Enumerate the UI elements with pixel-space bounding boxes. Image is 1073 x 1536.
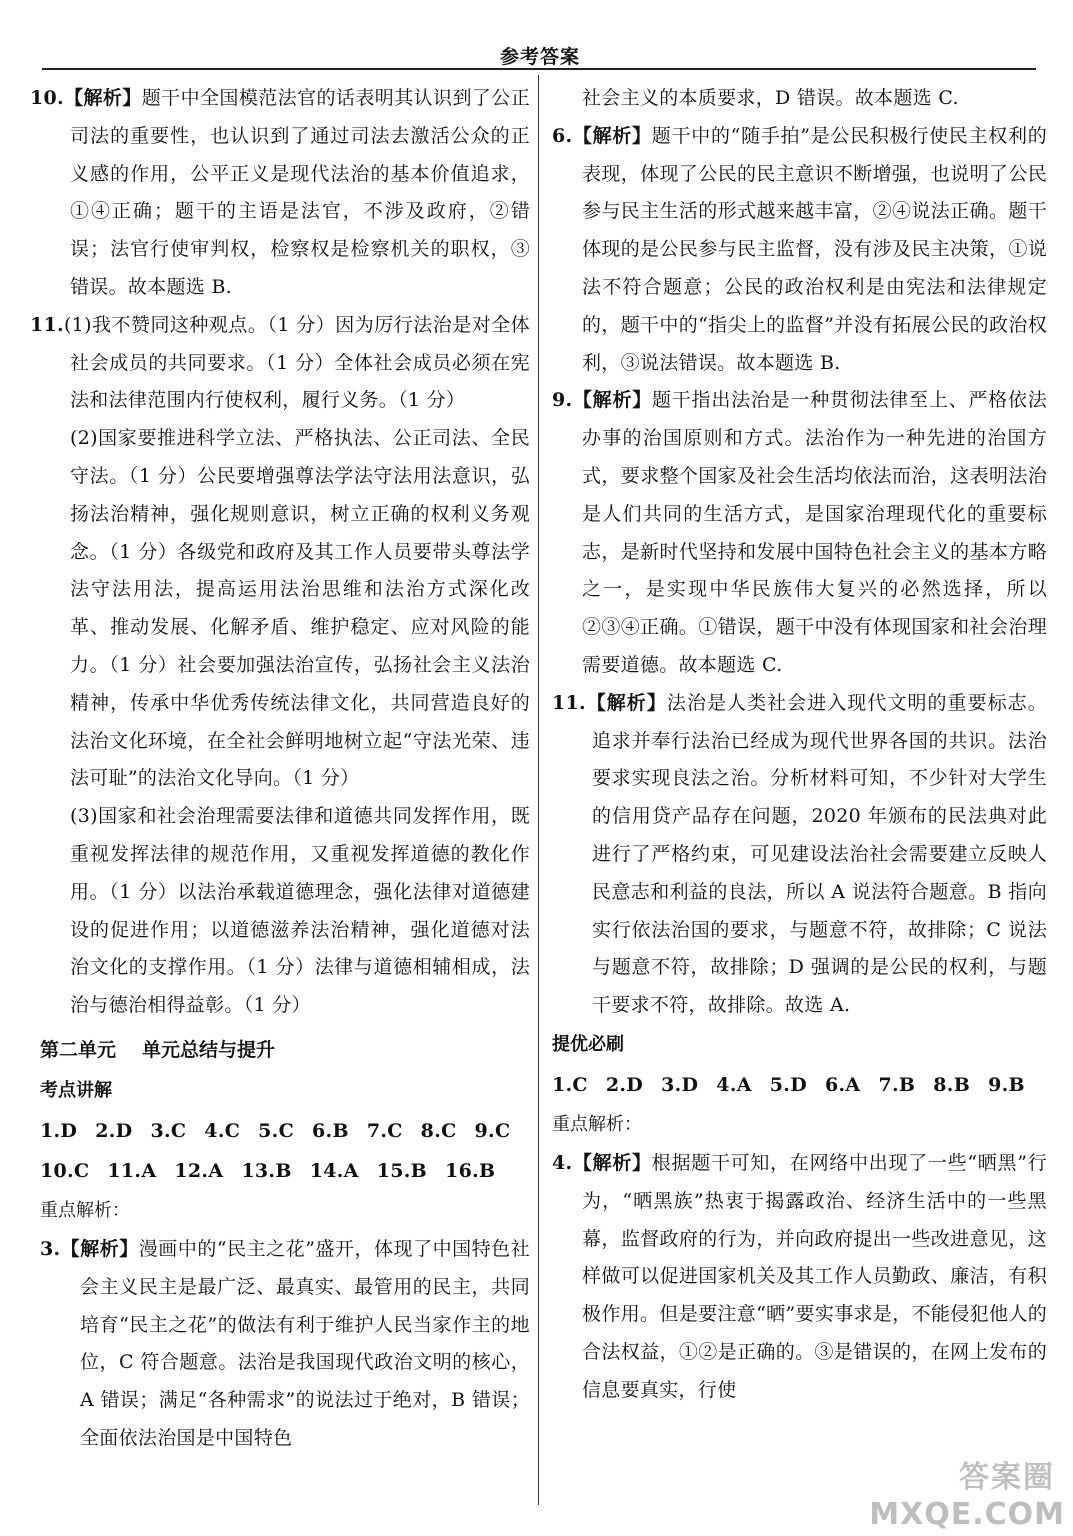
tiyou-answer-item-3: 3.D: [661, 1073, 699, 1096]
zhongdian-heading-left: 重点解析：: [40, 1199, 130, 1221]
answer-key-item-4: 4.C: [204, 1119, 241, 1142]
tiyou-heading: 提优必刷: [552, 1033, 624, 1055]
right-column: [552, 80, 1047, 1410]
tiyou-answer-item-5: 5.D: [769, 1073, 807, 1096]
header-rule: [42, 68, 1036, 70]
tiyou-answer-item-7: 7.B: [878, 1073, 916, 1096]
answer-11-part3: (3)国家和社会治理需要法律和道德共同发挥作用，既重视发挥法律的规范作用，又重视发挥道德的教化作用。（1 分）以法治承载道德理念，强化法律对道德建设的促进作用；以道德滋养法治精神，强化道德对法治文化的支撑作用。（1 分）法律与道德相辅相成，法治与德治相得益彰。（1 分）: [70, 805, 530, 1017]
kaodian-heading: 考点讲解: [40, 1079, 112, 1101]
answer-4: 4.【解析】根据题干可知，在网络中出现了一些“晒黑”行为，“晒黑族”热衷于揭露政治、经济生活中的一些黑幕，监督政府的行为，并向政府提出一些改进意见，这样做可以促进国家机关及其工作人员勤政、廉洁，有积极作用。但是要注意“晒”要实事求是，不能侵犯他人的合法权益，①②是正确的。③是错误的，在网上发布的信息要真实，行使: [552, 1151, 1047, 1401]
watermark-top-text: 答案圈: [959, 1460, 1055, 1495]
tiyou-answer-item-6: 6.A: [825, 1073, 861, 1096]
answer-key-item-6: 6.B: [312, 1119, 349, 1142]
zhongdian-heading-right: 重点解析：: [552, 1113, 642, 1135]
answer-key-item-5: 5.C: [258, 1119, 295, 1142]
left-column: [30, 80, 530, 1458]
answer-key-item-3: 12.A: [174, 1159, 224, 1182]
answer-10: 10.【解析】题干中全国模范法官的话表明其认识到了公正司法的重要性，也认识到了通过司法去激活公众的正义感的作用，公平正义是现代法治的基本价值追求，①④正确；题干的主语是法官，不涉及政府，②错误；法官行使审判权，检察权是检察机关的职权，③错误。故本题选 B.: [30, 87, 530, 298]
watermark: [865, 1452, 1065, 1532]
tiyou-answer-item-1: 1.C: [552, 1073, 588, 1096]
answer-key-item-1: 10.C: [40, 1159, 90, 1182]
unit-title: 第二单元 单元总结与提升: [40, 1038, 276, 1061]
answers-row-2: [40, 1151, 530, 1191]
column-divider: [538, 75, 539, 1505]
answer-key-item-6: 15.B: [376, 1159, 428, 1182]
answer-6: 6.【解析】题干中的“随手拍”是公民积极行使民主权利的表现，体现了公民的民主意识不断增强，也说明了公民参与民主生活的形式越来越丰富，②④说法正确。题干体现的是公民参与民主监督，没有涉及民主决策，①说法不符合题意；公民的政治权利是由宪法和法律规定的，题干中的“指尖上的监督”并没有拓展公民的政治权利，③说法错误。故本题选 B.: [552, 124, 1047, 374]
watermark-bottom-text: MXQE.COM: [869, 1497, 1065, 1532]
answer-3: 3.【解析】漫画中的“民主之花”盛开，体现了中国特色社会主义民主是最广泛、最真实、最管用的民主，共同培育“民主之花”的做法有利于维护人民当家作主的地位，C 符合题意。法治是我国现代政治文明的核心，A 错误；满足“各种需求”的说法过于绝对，B 错误；全面依法治国是中国特色: [40, 1237, 530, 1449]
answer-key-item-3: 3.C: [150, 1119, 187, 1142]
answer-key-item-5: 14.A: [309, 1159, 359, 1182]
answer-key-item-8: 8.C: [420, 1119, 457, 1142]
answer-key-item-9: 9.C: [474, 1119, 511, 1142]
page-header-title: 参考答案: [500, 46, 581, 68]
tiyou-answer-item-8: 8.B: [933, 1073, 971, 1096]
answer-5-continued: 社会主义的本质要求，D 错误。故本题选 C.: [582, 87, 959, 109]
tiyou-answers: [552, 1065, 1047, 1105]
answer-11-part1: 11.(1)我不赞同这种观点。（1 分）因为厉行法治是对全体社会成员的共同要求。（1 分）全体社会成员必须在宪法和法律范围内行使权利，履行义务。（1 分）: [30, 313, 530, 412]
tiyou-answer-item-2: 2.D: [605, 1073, 644, 1096]
answer-key-item-2: 2.D: [95, 1119, 133, 1142]
answer-key-item-4: 13.B: [241, 1159, 292, 1182]
tiyou-answer-item-4: 4.A: [716, 1073, 752, 1096]
answer-key-item-1: 1.D: [40, 1119, 78, 1142]
answer-key-item-2: 11.A: [107, 1159, 157, 1182]
page-header: [0, 0, 1073, 72]
answer-key-item-7: 16.B: [445, 1159, 496, 1182]
answers-row-1: [40, 1111, 530, 1151]
tiyou-answer-item-9: 9.B: [988, 1073, 1025, 1096]
answer-key-item-7: 7.C: [366, 1119, 403, 1142]
answer-11-part2: (2)国家要推进科学立法、严格执法、公正司法、全民守法。（1 分）公民要增强尊法学法守法用法意识，弘扬法治精神，强化规则意识，树立正确的权利义务观念。（1 分）各级党和政府及其工作人员要带头尊法学法守法用法，提高运用法治思维和法治方式深化改革、推动发展、化解矛盾、维护稳定、应对风险的能力。（1 分）社会要加强法治宣传，弘扬社会主义法治精神，传承中华优秀传统法律文化，共同营造良好的法治文化环境，在全社会鲜明地树立起“守法光荣、违法可耻”的法治文化导向。（1 分）: [70, 427, 530, 790]
answer-9: 9.【解析】题干指出法治是一种贯彻法律至上、严格依法办事的治国原则和方式。法治作为一种先进的治国方式，要求整个国家及社会生活均依法而治，这表明法治是人们共同的生活方式，是国家治理现代化的重要标志，是新时代坚持和发展中国特色社会主义的基本方略之一，是实现中华民族伟大复兴的必然选择，所以②③④正确。①错误，题干中没有体现国家和社会治理需要道德。故本题选 C.: [552, 389, 1047, 676]
answer-11-right: 11.【解析】法治是人类社会进入现代文明的重要标志。追求并奉行法治已经成为现代世界各国的共识。法治要求实现良法之治。分析材料可知，不少针对大学生的信用贷产品存在问题，2020 年颁布的民法典对此进行了严格约束，可见建设法治社会需要建立反映人民意志和利益的良法，所以 A 说法符合题意。B 指向实行依法治国的要求，与题意不符，故排除；C 说法与题意不符，故排除；D 强调的是公民的权利，与题干要求不符，故排除。故选 A.: [552, 691, 1048, 1017]
